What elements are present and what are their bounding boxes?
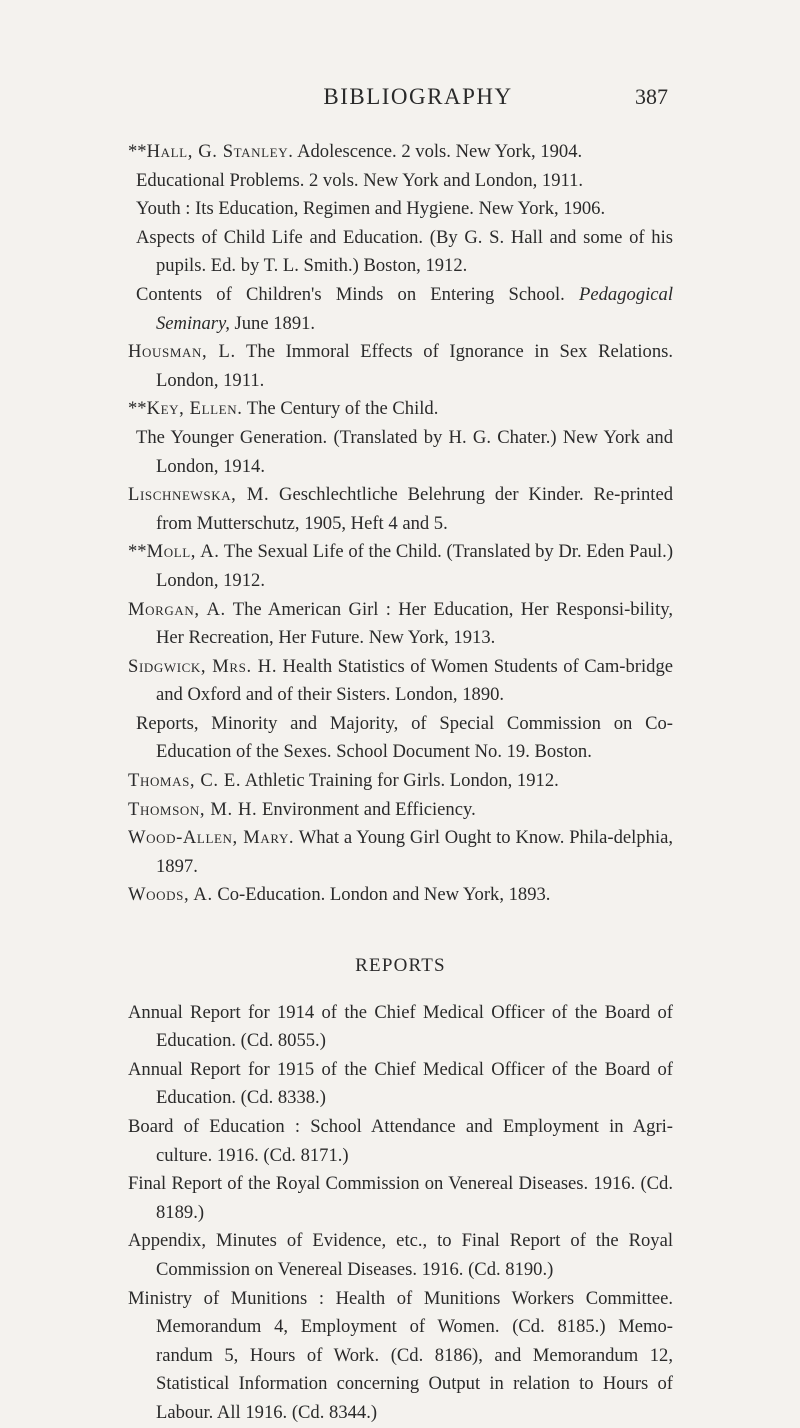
- author-name: Thomson, M. H.: [128, 798, 258, 820]
- author-name: Thomas, C. E.: [128, 770, 242, 792]
- author-name: Hall, G. Stanley.: [146, 141, 294, 162]
- bib-entry-key: [128, 395, 673, 424]
- asterisk-mark: **: [128, 541, 147, 563]
- bib-entry-woods: [128, 881, 673, 910]
- section-heading-reports: REPORTS: [355, 955, 446, 977]
- journal-title: Pedagogical Seminary,: [156, 283, 673, 334]
- entry-text: The American Girl : Her Education, Her Responsi-bility, Her Recreation, Her Future. New York, 1913.: [156, 598, 673, 649]
- entry-text: Adolescence. 2 vols. New York, 1904.: [293, 141, 583, 162]
- entry-text: Athletic Training for Girls. London, 1912.: [241, 770, 559, 792]
- author-name: Key, Ellen.: [146, 398, 243, 420]
- bib-entry-thomas: [128, 767, 673, 796]
- entry-text: Health Statistics of Women Students of Cam-bridge and Oxford and of their Sisters. London, 1890.: [156, 655, 673, 706]
- bib-entry-morgan: [128, 596, 673, 653]
- report-entry: Annual Report for 1915 of the Chief Medical Officer of the Board of Education. (Cd. 8338.): [128, 1058, 673, 1109]
- bib-entry-sidgwick: [128, 653, 673, 710]
- author-name: Housman, L.: [128, 341, 236, 363]
- bib-entry-wood-allen: [128, 824, 673, 881]
- entry-text: Co-Education. London and New York, 1893.: [212, 884, 551, 906]
- author-name: Wood-Allen, Mary.: [128, 827, 295, 849]
- report-entry: Ministry of Munitions : Health of Munitions Workers Committee. Memorandum 4, Employment of Women. (Cd. 8185.) Memo-randum 5, Hours of Work. (Cd. 8186), and Memorandum 12, Statistical Information concerning Output in relation to Hours of Labour. All 1916. (Cd. 8344.): [128, 1287, 673, 1423]
- asterisk-mark: **: [128, 141, 147, 162]
- bib-entry-lischnewska: [128, 481, 673, 538]
- author-name: Moll, A.: [146, 541, 220, 563]
- author-name: Morgan, A.: [128, 598, 226, 620]
- asterisk-mark: **: [128, 398, 147, 420]
- bib-subentry: Educational Problems. 2 vols. New York and London, 1911.: [136, 169, 584, 191]
- bib-subentry: Aspects of Child Life and Education. (By G. S. Hall and some of his pupils. Ed. by T. L. Smith.) Boston, 1912.: [136, 226, 673, 277]
- entry-text: Environment and Efficiency.: [257, 798, 476, 820]
- entry-text: What a Young Girl Ought to Know. Phila-delphia, 1897.: [156, 827, 674, 877]
- bib-subentry: Youth : Its Education, Regimen and Hygiene. New York, 1906.: [136, 198, 606, 220]
- author-name: Woods, A.: [128, 884, 213, 906]
- reports-list: [128, 999, 673, 1428]
- bib-entry-moll: [128, 538, 673, 595]
- author-name: Sidgwick, Mrs. H.: [128, 655, 278, 677]
- entry-text: The Sexual Life of the Child. (Translated by Dr. Eden Paul.) London, 1912.: [156, 541, 674, 591]
- bib-subentry: The Younger Generation. (Translated by H. G. Chater.) New York and London, 1914.: [136, 426, 673, 477]
- bib-subentry: Reports, Minority and Majority, of Special Commission on Co-Education of the Sexes. School Document No. 19. Boston.: [136, 712, 673, 763]
- report-entry: Board of Education : School Attendance and Employment in Agri-culture. 1916. (Cd. 8171.): [128, 1116, 673, 1166]
- entry-text: Geschlechtliche Belehrung der Kinder. Re-printed from Mutterschutz, 1905, Heft 4 and 5.: [156, 484, 673, 534]
- bib-subentry: [128, 281, 673, 338]
- bibliography-list: [128, 138, 673, 1428]
- report-entry: Appendix, Minutes of Evidence, etc., to Final Report of the Royal Commission on Venereal Diseases. 1916. (Cd. 8190.): [128, 1230, 673, 1280]
- bib-entry-housman: [128, 338, 673, 395]
- entry-text: The Immoral Effects of Ignorance in Sex Relations. London, 1911.: [156, 341, 673, 391]
- report-entry: Annual Report for 1914 of the Chief Medical Officer of the Board of Education. (Cd. 8055.): [128, 1001, 673, 1052]
- entry-tail: June 1891.: [229, 312, 316, 334]
- page-number: 387: [635, 84, 668, 109]
- report-entry: Final Report of the Royal Commission on Venereal Diseases. 1916. (Cd. 8189.): [128, 1173, 673, 1223]
- entry-text: The Century of the Child.: [242, 398, 439, 420]
- bib-entry-hall: [128, 138, 673, 167]
- author-name: Lischnewska, M.: [128, 484, 270, 506]
- running-head: BIBLIOGRAPHY: [323, 84, 513, 109]
- entry-text: Contents of Children's Minds on Entering School.: [136, 283, 580, 305]
- bib-entry-thomson: [128, 796, 673, 825]
